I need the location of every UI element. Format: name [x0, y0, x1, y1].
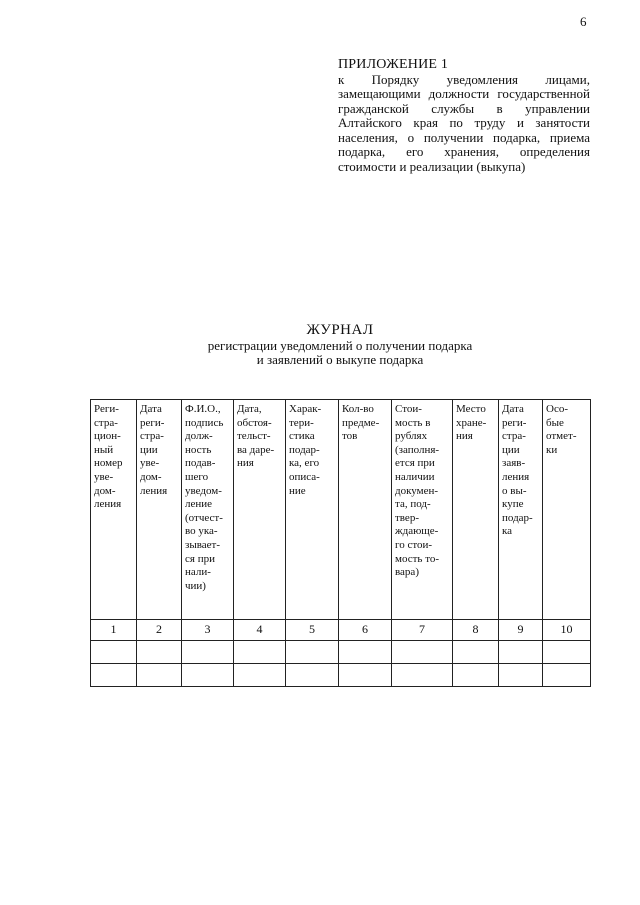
table-cell: [499, 664, 543, 687]
column-header-text: уве-: [94, 470, 114, 483]
column-header-text: Кол-во: [342, 403, 374, 415]
table-cell: [137, 641, 182, 664]
column-header-text: тельст-: [237, 430, 271, 443]
column-header-text: Место: [456, 403, 486, 415]
column-header-text: Реги-: [94, 403, 119, 415]
column-header-text: подар-: [289, 443, 320, 456]
column-header-text: бые: [546, 416, 564, 429]
column-header-text: Осо-: [546, 403, 568, 415]
column-header-text: уве-: [140, 457, 160, 470]
table-cell: [453, 641, 499, 664]
column-header-text: хране-: [456, 416, 487, 429]
table-row: [91, 641, 591, 664]
column-header-text: рублях: [395, 430, 428, 443]
column-header-1: [91, 400, 137, 620]
column-header-9: [499, 400, 543, 620]
column-header-text: ления: [502, 470, 530, 483]
journal-table: [90, 399, 591, 687]
column-header-text: уведом-: [185, 484, 222, 497]
column-header-7: [392, 400, 453, 620]
column-header-text: шего: [185, 470, 209, 483]
column-number-row: [91, 620, 591, 641]
appendix-block: [338, 58, 590, 174]
column-header-text: Ф.И.О.,: [185, 403, 221, 415]
column-header-text: стра-: [502, 430, 526, 443]
table-cell: [392, 641, 453, 664]
column-number: 3: [182, 620, 234, 641]
journal-subtitle-line2: и заявлений о выкупе подарка: [256, 351, 424, 367]
column-header-text: ление: [185, 498, 213, 511]
column-number: 1: [91, 620, 137, 641]
column-header-text: предме-: [342, 416, 380, 429]
column-header-text: Стои-: [395, 403, 422, 415]
column-header-text: во ука-: [185, 525, 218, 538]
column-header-text: докумен-: [395, 484, 439, 497]
table-cell: [339, 641, 392, 664]
column-header-text: подар-: [502, 511, 533, 524]
column-header-text: отмет-: [546, 430, 577, 443]
column-number: 8: [453, 620, 499, 641]
column-number: 2: [137, 620, 182, 641]
column-header-text: описа-: [289, 470, 320, 483]
column-header-text: вара): [395, 566, 419, 579]
column-header-8: [453, 400, 499, 620]
column-header-text: (заполня-: [395, 443, 440, 456]
table-cell: [543, 641, 591, 664]
column-header-4: [234, 400, 286, 620]
column-header-text: ка, его: [289, 457, 320, 470]
column-header-text: подпись: [185, 416, 224, 429]
column-header-text: ции: [502, 443, 520, 456]
column-header-text: дом-: [94, 484, 116, 497]
column-header-text: реги-: [502, 416, 527, 429]
column-header-text: ся при: [185, 552, 215, 565]
column-header-text: ления: [140, 484, 168, 497]
column-header-text: та, под-: [395, 498, 431, 511]
column-header-text: ния: [456, 430, 473, 443]
table-cell: [392, 664, 453, 687]
journal-title: ЖУРНАЛ: [306, 322, 374, 338]
column-header-text: нали-: [185, 566, 211, 579]
column-header-text: ка: [502, 525, 513, 538]
table-cell: [286, 641, 339, 664]
column-header-text: долж-: [185, 430, 213, 443]
table-cell: [182, 664, 234, 687]
column-header-text: зывает-: [185, 538, 221, 551]
column-header-text: Дата: [140, 403, 162, 415]
column-header-text: ется при: [395, 457, 435, 470]
column-header-text: цион-: [94, 430, 121, 443]
column-header-text: ния: [237, 457, 254, 470]
table-row: [91, 664, 591, 687]
column-header-text: ность: [185, 443, 212, 456]
column-header-text: номер: [94, 457, 123, 470]
table-cell: [234, 641, 286, 664]
column-header-text: ние: [289, 484, 306, 497]
column-number: 7: [392, 620, 453, 641]
column-header-text: обстоя-: [237, 416, 272, 429]
appendix-text: к Порядку уведомления лицами, замещающими должности государственной гражданской службы в управлении Алтайского края по труду и занятости населения, о получении подарка, приема подарка, его хранения, определения стоимости и реализации (выкупа): [338, 71, 590, 174]
column-header-text: стра-: [140, 430, 164, 443]
table-header-row: [91, 400, 591, 620]
column-header-3: [182, 400, 234, 620]
table-cell: [499, 641, 543, 664]
column-header-text: тери-: [289, 416, 314, 429]
column-header-text: стика: [289, 430, 315, 443]
journal-heading: [90, 322, 590, 366]
table-cell: [91, 664, 137, 687]
column-header-text: го стои-: [395, 538, 433, 551]
column-number: 5: [286, 620, 339, 641]
column-header-2: [137, 400, 182, 620]
column-header-5: [286, 400, 339, 620]
column-header-text: Дата,: [237, 403, 262, 415]
column-header-text: ждающе-: [395, 525, 439, 538]
journal-subtitle-line1: регистрации уведомлений о получении подарка: [207, 338, 473, 353]
table-cell: [91, 641, 137, 664]
column-header-text: ки: [546, 443, 558, 456]
column-number: 10: [543, 620, 591, 641]
appendix-title: ПРИЛОЖЕНИЕ 1: [338, 57, 449, 72]
column-header-text: (отчест-: [185, 511, 223, 524]
table-cell: [453, 664, 499, 687]
column-header-text: тов: [342, 430, 358, 443]
column-header-10: [543, 400, 591, 620]
column-header-text: ления: [94, 498, 122, 511]
column-number: 6: [339, 620, 392, 641]
column-header-text: дом-: [140, 470, 162, 483]
column-number: 9: [499, 620, 543, 641]
column-header-text: Харак-: [289, 403, 322, 415]
table-cell: [286, 664, 339, 687]
table-cell: [234, 664, 286, 687]
column-header-text: ции: [140, 443, 158, 456]
column-header-text: купе: [502, 498, 524, 511]
table-cell: [182, 641, 234, 664]
column-header-text: о вы-: [502, 484, 527, 497]
column-header-text: реги-: [140, 416, 165, 429]
table-cell: [137, 664, 182, 687]
column-header-text: заяв-: [502, 457, 526, 470]
column-header-text: наличии: [395, 470, 435, 483]
column-header-6: [339, 400, 392, 620]
column-header-text: чии): [185, 579, 206, 592]
column-header-text: подав-: [185, 457, 216, 470]
column-header-text: ный: [94, 443, 114, 456]
column-header-text: стра-: [94, 416, 118, 429]
column-header-text: Дата: [502, 403, 524, 415]
column-header-text: твер-: [395, 511, 419, 524]
column-header-text: мость в: [395, 416, 431, 429]
table-cell: [339, 664, 392, 687]
column-header-text: ва даре-: [237, 443, 275, 456]
page-number: 6: [580, 14, 587, 29]
column-number: 4: [234, 620, 286, 641]
table-cell: [543, 664, 591, 687]
column-header-text: мость то-: [395, 552, 440, 565]
